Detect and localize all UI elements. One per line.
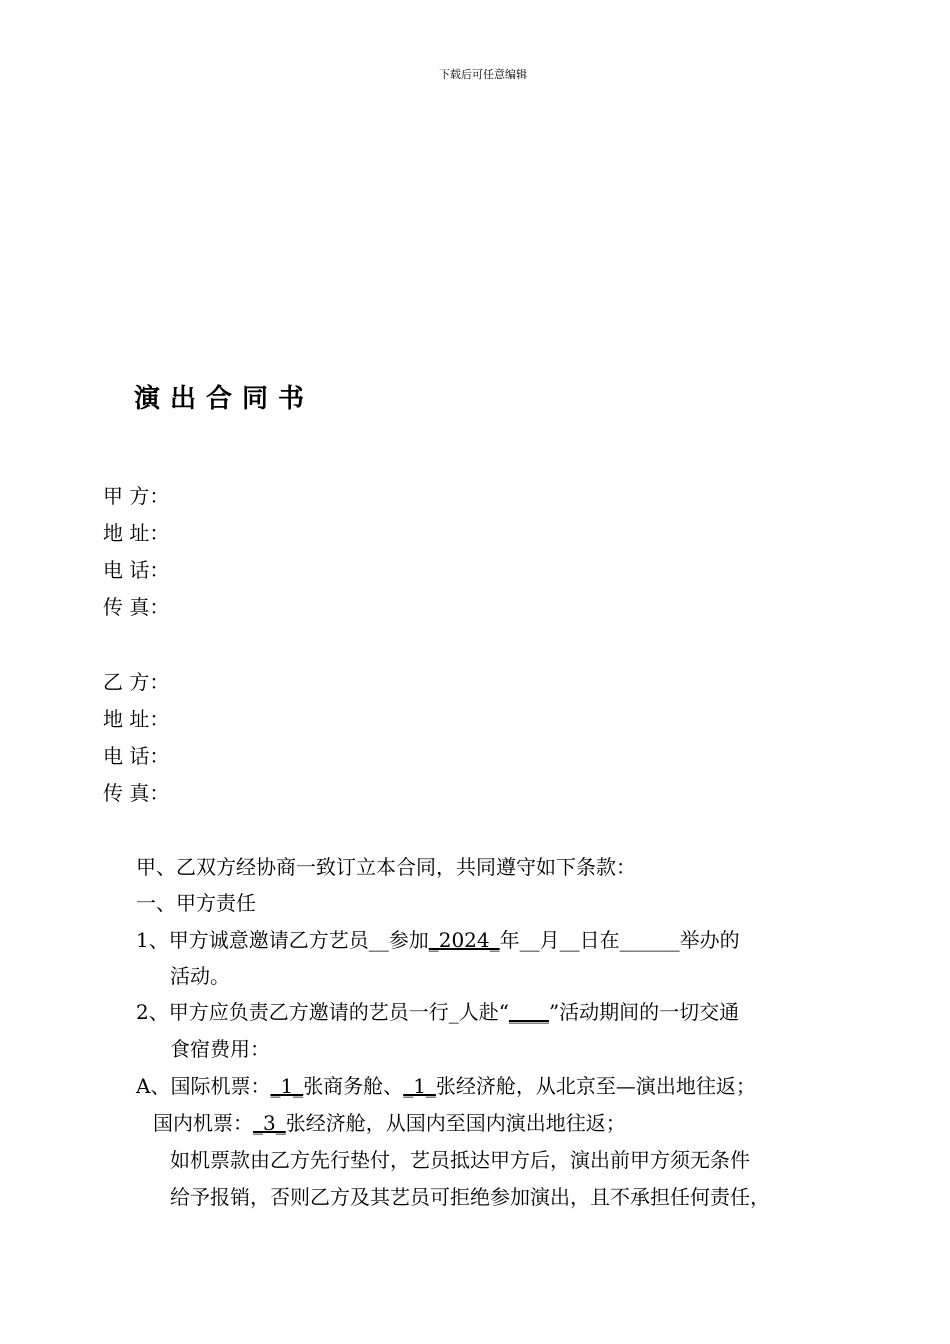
reimbursement-line-2: 给予报销，否则乙方及其艺员可拒绝参加演出，且不承担任何责任，: [170, 1185, 770, 1209]
clause-1-text-c: 年: [499, 928, 520, 952]
party-a-address: 地 址：: [103, 521, 170, 545]
clause-1-text-b: 参加: [388, 928, 429, 952]
clause-a-economy-count: _1_: [403, 1074, 436, 1098]
domestic-text-a: 国内机票：: [153, 1111, 253, 1135]
clause-1-text-d: 月: [539, 928, 560, 952]
clause-a-business-count: _1_: [270, 1074, 304, 1098]
clause-1-text-e: 日在: [579, 928, 620, 952]
clause-1-blank-venue: ______: [619, 928, 680, 952]
clause-2-text-b: ”活动期间的一切交通: [548, 1000, 740, 1024]
clause-1: [136, 926, 740, 954]
party-a-phone: 电 话：: [103, 558, 170, 582]
domestic-text-b: 张经济舱，从国内至国内演出地往返；: [285, 1111, 626, 1135]
clause-2-blank-event: ____: [508, 1000, 549, 1024]
reimbursement-line-1: 如机票款由乙方先行垫付，艺员抵达甲方后，演出前甲方须无条件: [170, 1148, 750, 1172]
party-a-fax: 传 真：: [103, 595, 170, 619]
clause-a-text-a: A、国际机票：: [136, 1074, 271, 1098]
party-b-label: 乙 方：: [103, 670, 170, 694]
clause-a-international-tickets: [136, 1072, 756, 1100]
party-a-label: 甲 方：: [103, 484, 170, 508]
clause-1-continuation: 活动。: [170, 964, 230, 988]
clause-a-text-c: 张经济舱，从北京至—演出地往返；: [435, 1074, 756, 1098]
intro-paragraph: 甲、乙双方经协商一致订立本合同，共同遵守如下条款：: [136, 855, 636, 879]
section-heading-party-a: 一、甲方责任: [136, 891, 256, 915]
party-b-phone: 电 话：: [103, 744, 170, 768]
document-title: 演出合同书: [134, 384, 315, 414]
clause-1-blank-performer: __: [368, 928, 389, 952]
clause-1-blank-month: __: [519, 928, 540, 952]
party-b-address: 地 址：: [103, 707, 170, 731]
clause-1-blank-day: __: [559, 928, 580, 952]
clause-2-text-a: 2、甲方应负责乙方邀请的艺员一行_人赴“: [136, 1000, 509, 1024]
page-header-note: 下载后可任意编辑: [439, 68, 527, 81]
clause-2: [136, 998, 739, 1026]
clause-1-text-a: 1、甲方诚意邀请乙方艺员: [136, 928, 369, 952]
clause-1-year: _2024_: [428, 928, 500, 952]
domestic-economy-count: _3_: [253, 1111, 286, 1135]
domestic-tickets: [153, 1109, 626, 1137]
party-b-fax: 传 真：: [103, 781, 170, 805]
clause-2-continuation: 食宿费用：: [170, 1037, 270, 1061]
clause-a-text-b: 张商务舱、: [303, 1074, 404, 1098]
clause-1-text-f: 举办的: [679, 928, 740, 952]
